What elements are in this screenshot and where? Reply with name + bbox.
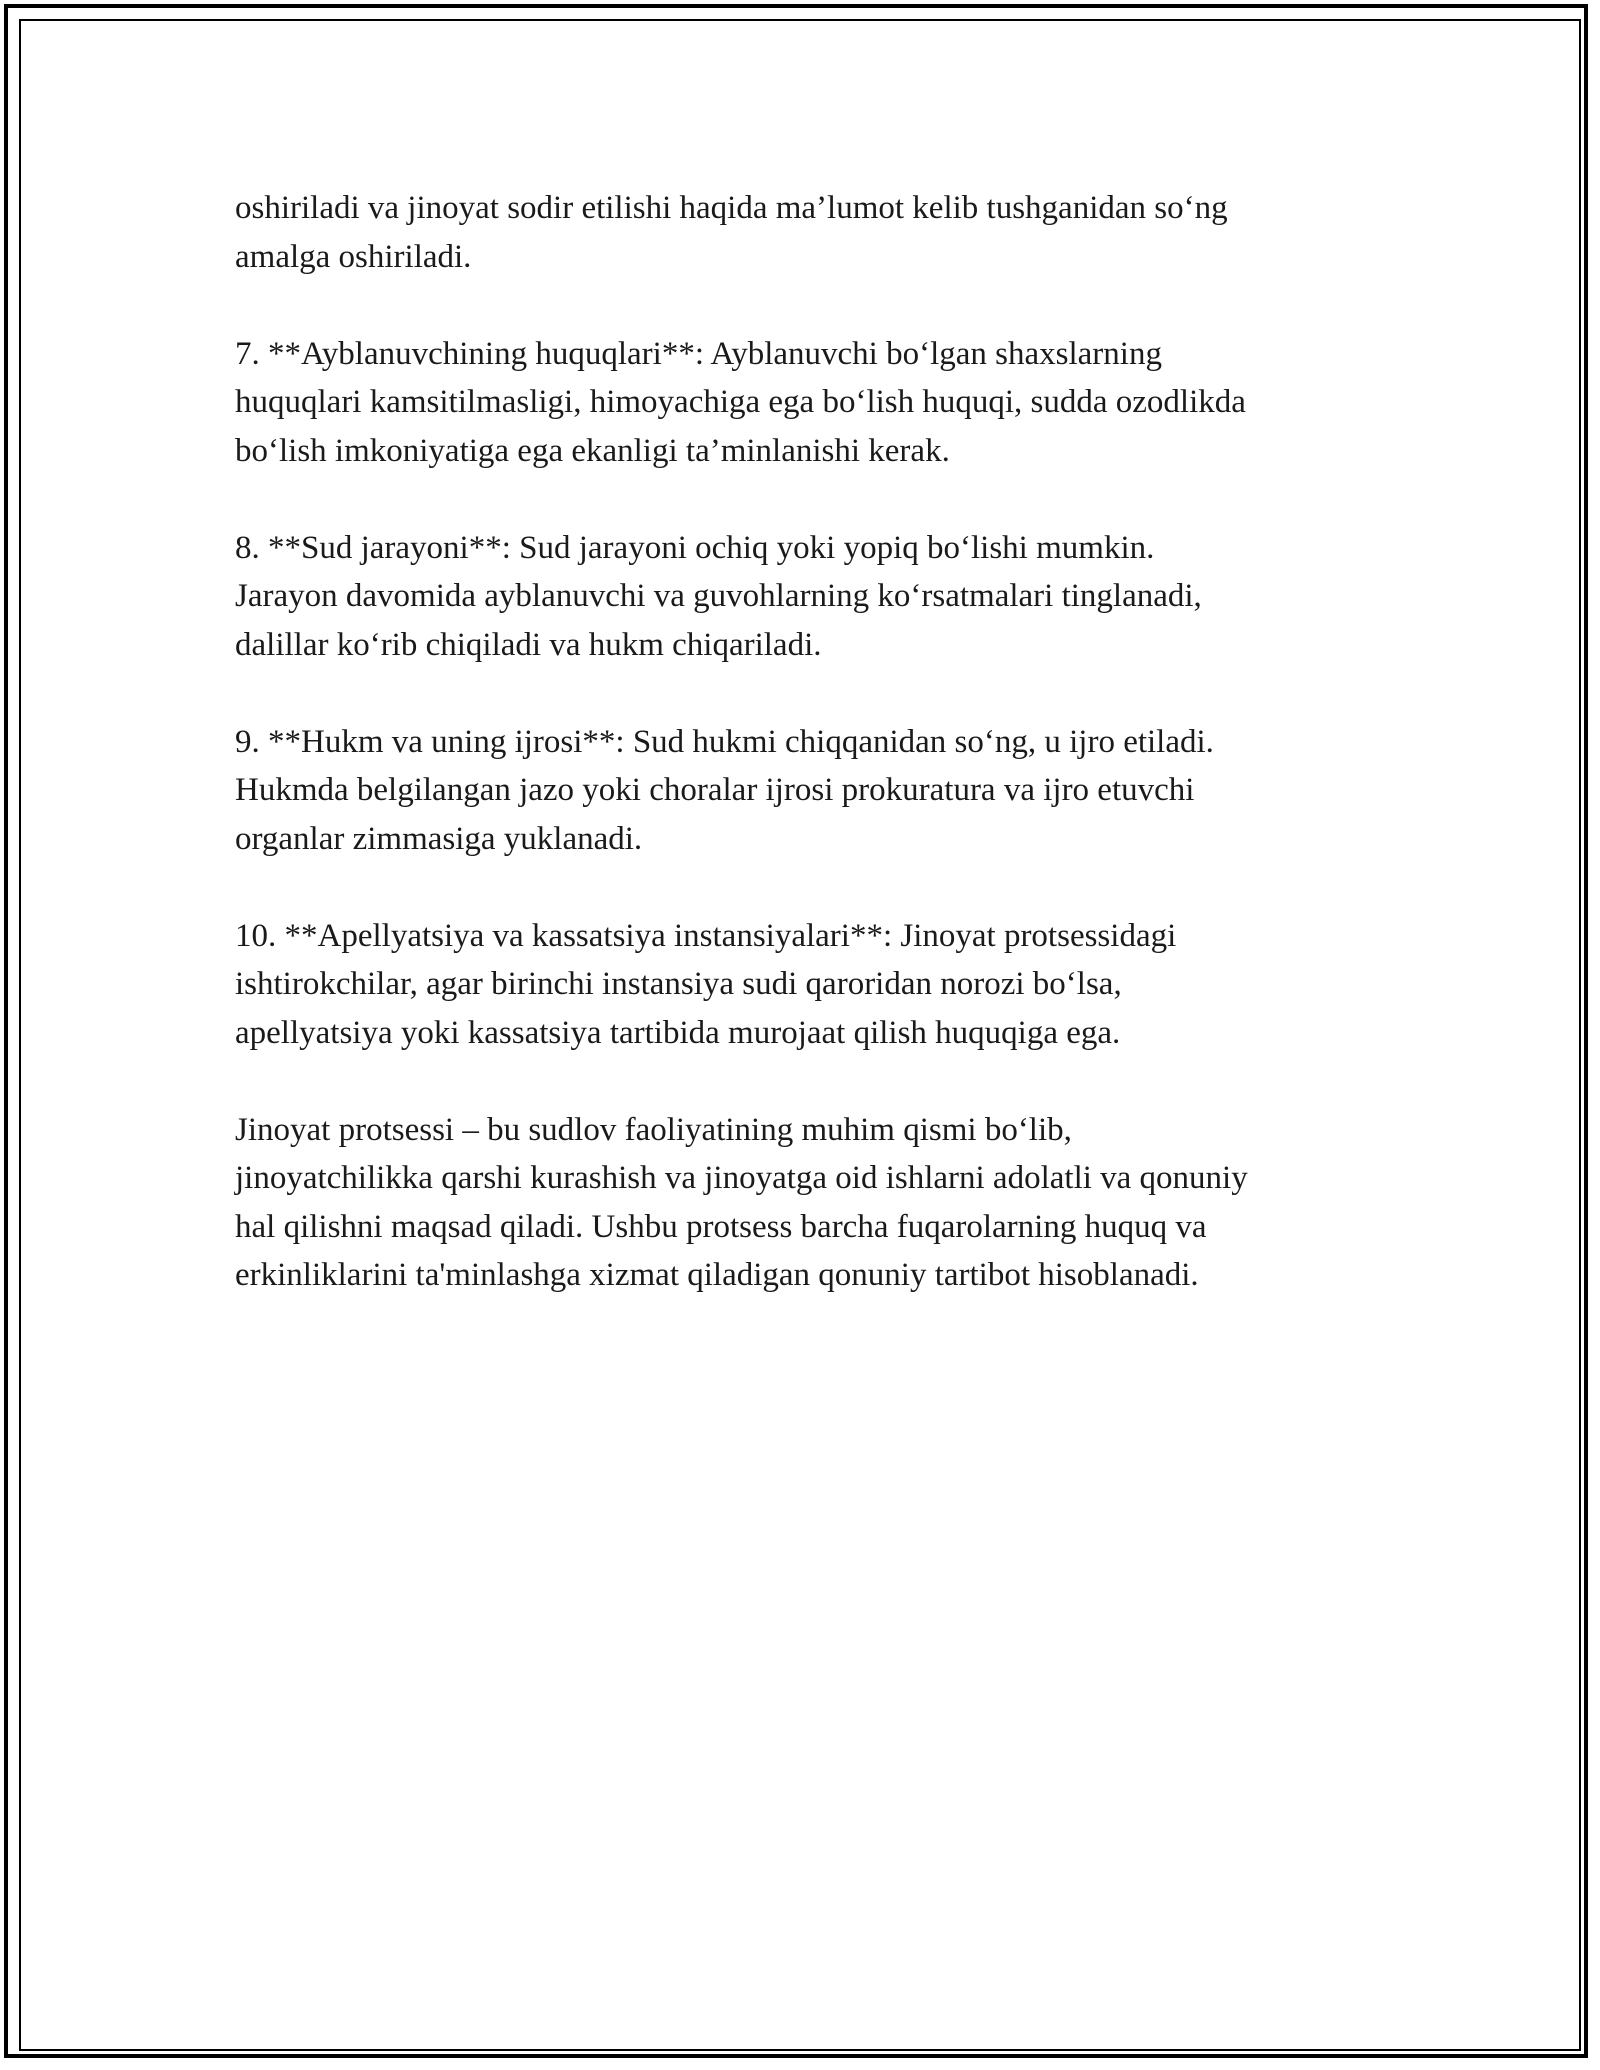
text-line: 7. **Ayblanuvchining huquqlari**: Ayblanuvchi bo‘lgan shaxslarning <box>235 335 1162 372</box>
text-line: apellyatsiya yoki kassatsiya tartibida murojaat qilish huquqiga ega. <box>235 1014 1121 1051</box>
list-item-10 <box>235 912 1375 1058</box>
text-line: organlar zimmasiga yuklanadi. <box>235 820 643 857</box>
text-line: Jinoyat protsessi – bu sudlov faoliyatining muhim qismi bo‘lib, <box>235 1111 1072 1148</box>
text-line: 8. **Sud jarayoni**: Sud jarayoni ochiq yoki yopiq bo‘lishi mumkin. <box>235 529 1155 566</box>
paragraph-continuation <box>235 184 1375 281</box>
text-line: erkinliklarini ta'minlashga xizmat qiladigan qonuniy tartibot hisoblanadi. <box>235 1257 1199 1293</box>
list-item-8 <box>235 524 1375 670</box>
text-line: bo‘lish imkoniyatiga ega ekanligi ta’minlanishi kerak. <box>235 432 950 469</box>
text-line: Jarayon davomida ayblanuvchi va guvohlarning ko‘rsatmalari tinglanadi, <box>235 578 1202 614</box>
text-line: amalga oshiriladi. <box>235 238 472 275</box>
list-item-7 <box>235 330 1375 476</box>
text-line: 10. **Apellyatsiya va kassatsiya instansiyalari**: Jinoyat protsessidagi <box>235 917 1177 954</box>
conclusion-paragraph <box>235 1106 1375 1300</box>
text-line: huquqlari kamsitilmasligi, himoyachiga ega bo‘lish huquqi, sudda ozodlikda <box>235 384 1246 420</box>
text-line: oshiriladi va jinoyat sodir etilishi haqida ma’lumot kelib tushganidan so‘ng <box>235 190 1228 226</box>
text-line: 9. **Hukm va uning ijrosi**: Sud hukmi chiqqanidan so‘ng, u ijro etiladi. <box>235 723 1214 760</box>
text-line: dalillar ko‘rib chiqiladi va hukm chiqariladi. <box>235 626 822 663</box>
text-line: ishtirokchilar, agar birinchi instansiya sudi qaroridan norozi bo‘lsa, <box>235 966 1122 1002</box>
text-line: hal qilishni maqsad qiladi. Ushbu protsess barcha fuqarolarning huquq va <box>235 1208 1207 1245</box>
document-body <box>235 184 1375 1348</box>
text-line: jinoyatchilikka qarshi kurashish va jinoyatga oid ishlarni adolatli va qonuniy <box>235 1160 1248 1196</box>
list-item-9 <box>235 718 1375 864</box>
text-line: Hukmda belgilangan jazo yoki choralar ijrosi prokuratura va ijro etuvchi <box>235 772 1195 808</box>
